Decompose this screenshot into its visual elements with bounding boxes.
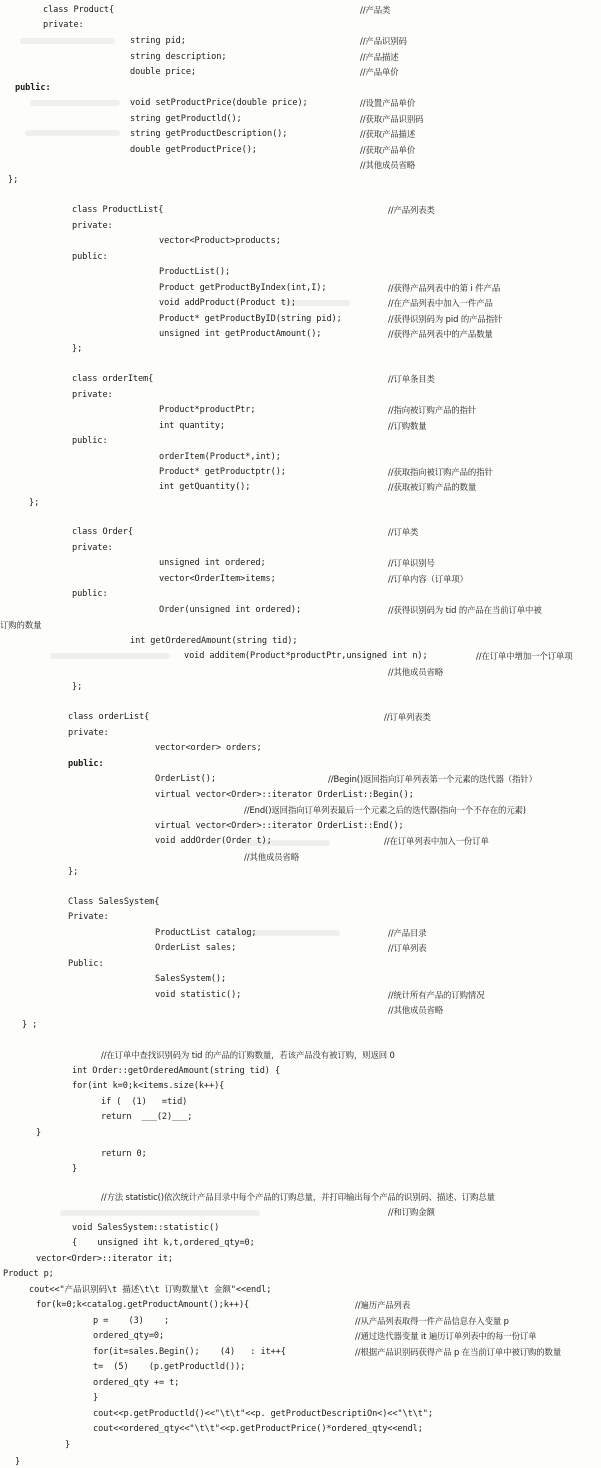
code-comment: //在订单中查找识别码为 tid 的产品的订购数量，若该产品没有被订购，则返回 0 <box>101 1050 395 1060</box>
code-comment: //在订单列表中加入一份订单 <box>384 836 489 846</box>
code-line: private: <box>72 390 113 400</box>
code-line: class orderItem{ <box>72 374 154 384</box>
code-comment: //订单类 <box>388 527 419 537</box>
code-line: class ProductList{ <box>72 205 164 215</box>
code-comment: //设置产品单价 <box>360 98 416 108</box>
code-line: private: <box>43 20 84 30</box>
code-comment: //订购数量 <box>388 421 427 431</box>
code-comment: //遍历产品列表 <box>355 1300 411 1310</box>
code-comment: //产品目录 <box>388 928 427 938</box>
code-line: public: <box>15 83 51 93</box>
code-line: private: <box>72 221 113 231</box>
code-line: int getQuantity(); <box>159 482 251 492</box>
code-line: void additem(Product*productPtr,unsigned int n); <box>184 651 428 661</box>
code-line: public: <box>68 759 104 769</box>
code-comment: //获得产品列表中的产品数量 <box>388 329 493 339</box>
code-line: { unsigned iht k,t,ordered_qty=0; <box>72 1238 255 1248</box>
code-comment: //在产品列表中加入一件产品 <box>388 298 493 308</box>
code-line: void statistic(); <box>155 990 242 1000</box>
code-line: } ; <box>22 1020 38 1030</box>
code-line: void addProduct(Product t); <box>159 298 296 308</box>
scan-noise <box>60 1210 260 1216</box>
code-line: ProductList catalog; <box>155 928 257 938</box>
code-line: Private: <box>68 912 109 922</box>
code-line: return 0; <box>101 1149 147 1159</box>
code-comment: //获取产品识别码 <box>360 114 424 124</box>
code-line: if ( (1) =tid) <box>101 1097 188 1107</box>
code-line: string getProductDescription(); <box>130 129 288 139</box>
code-comment: //订单列表 <box>388 943 427 953</box>
code-comment: 订购的数量 <box>0 620 42 630</box>
code-line: double price; <box>130 67 196 77</box>
code-line: string description; <box>130 52 227 62</box>
code-comment: //订单识别号 <box>388 558 435 568</box>
code-comment: //和订购金额 <box>388 1207 435 1217</box>
code-line: ProductList(); <box>159 267 231 277</box>
code-comment: //订单内容（订单项） <box>388 574 468 584</box>
code-comment: //产品类 <box>360 5 391 15</box>
code-line: vector<OrderItem>items; <box>159 574 276 584</box>
code-comment: //通过迭代器变量 it 遍历订单列表中的每一份订单 <box>355 1331 537 1341</box>
code-line: ordered_qty=0; <box>93 1331 165 1341</box>
code-line: }; <box>72 344 83 354</box>
code-line: } <box>93 1393 99 1403</box>
scan-noise <box>25 130 120 136</box>
code-line: vector<order> orders; <box>155 743 262 753</box>
code-line: void SalesSystem::statistic() <box>72 1223 220 1233</box>
code-line: SalesSystem(); <box>155 974 227 984</box>
code-line: Product* getProductByID(string pid); <box>159 314 342 324</box>
code-comment: //Begin()返回指向订单列表第一个元素的迭代器（指针） <box>328 774 537 784</box>
code-line: p = (3) ; <box>93 1316 170 1326</box>
code-line: } <box>36 1128 42 1138</box>
code-line: Product getProductByIndex(int,I); <box>159 283 327 293</box>
code-line: class Order{ <box>72 527 133 537</box>
code-comment: //统计所有产品的订购情况 <box>388 990 485 1000</box>
code-line: return ___(2)___; <box>101 1112 193 1122</box>
code-line: private: <box>72 543 113 553</box>
code-line: public: <box>72 589 108 599</box>
code-line: orderItem(Product*,int); <box>159 452 281 462</box>
code-comment: //其他成员省略 <box>360 160 416 170</box>
code-line: void addOrder(Order t); <box>155 836 272 846</box>
code-comment: //获得识别码为 pid 的产品指针 <box>388 314 503 324</box>
code-line: }; <box>29 498 40 508</box>
code-comment: //获取指向被订购产品的指针 <box>388 467 493 477</box>
code-line: cout<<ordered_qty<<"\t\t"<<p.getProductPrice()*ordered_qty<<endl; <box>93 1424 423 1434</box>
code-comment: //在订单中增加一个订单项 <box>476 651 573 661</box>
code-comment: //其他成员省略 <box>388 1005 444 1015</box>
code-line: }; <box>68 867 79 877</box>
code-comment: //获取被订购产品的数量 <box>388 482 477 492</box>
code-line: int quantity; <box>159 421 225 431</box>
code-line: vector<Product>products; <box>159 236 281 246</box>
code-comment: //获取产品单价 <box>360 145 416 155</box>
code-comment: //获得产品列表中的第 i 件产品 <box>388 283 501 293</box>
code-comment: //从产品列表取得一件产品信息存入变量 p <box>355 1316 509 1326</box>
code-line: for(k=0;k<catalog.getProductAmount();k++){ <box>36 1300 250 1310</box>
code-comment: //订单条目类 <box>388 374 435 384</box>
code-line: OrderList(); <box>155 774 216 784</box>
code-comment: //订单列表类 <box>384 712 431 722</box>
code-line: unsigned int ordered; <box>159 558 266 568</box>
code-line: public: <box>72 252 108 262</box>
code-line: public: <box>72 436 108 446</box>
code-line: int Order::getOrderedAmount(string tid) { <box>72 1066 281 1076</box>
code-comment: //其他成员省略 <box>388 667 444 677</box>
code-line: Product*productPtr; <box>159 405 256 415</box>
code-line: OrderList sales; <box>155 943 237 953</box>
code-line: void setProductPrice(double price); <box>130 98 308 108</box>
code-comment: //产品描述 <box>360 52 399 62</box>
code-comment: //其他成员省略 <box>244 852 300 862</box>
scan-noise <box>50 653 170 659</box>
code-comment: //产品列表类 <box>388 205 435 215</box>
code-line: } <box>15 1457 21 1467</box>
code-line: class Product{ <box>43 5 115 15</box>
code-line: Order(unsigned int ordered); <box>159 605 302 615</box>
code-line: class orderList{ <box>68 712 150 722</box>
scan-noise <box>30 100 120 106</box>
code-line: virtual vector<Order>::iterator OrderList::Begin(); <box>155 790 414 800</box>
code-line: Product p; <box>3 1269 54 1279</box>
code-comment: //获取产品描述 <box>360 129 416 139</box>
code-line: Class SalesSystem{ <box>68 897 160 907</box>
code-comment: //根据产品识别码获得产品 p 在当前订单中被订购的数量 <box>355 1347 562 1357</box>
code-line: }; <box>72 682 83 692</box>
code-comment: //方法 statistic()依次统计产品目录中每个产品的订购总量，并打印输出每个产品的识别码、描述、订购总量 <box>101 1192 495 1202</box>
code-line: string pid; <box>130 36 186 46</box>
code-line: for(it=sales.Begin(); (4) : it++{ <box>93 1347 286 1357</box>
code-line: Product* getProductptr(); <box>159 467 286 477</box>
code-line: string getProductld(); <box>130 114 242 124</box>
code-line: vector<Order>::iterator it; <box>36 1254 173 1264</box>
code-line: int getOrderedAmount(string tid); <box>130 636 298 646</box>
code-line: } <box>72 1164 78 1174</box>
code-line: ordered_qty += t; <box>93 1378 180 1388</box>
code-line: for(int k=0;k<items.size(k++){ <box>72 1081 225 1091</box>
code-line: } <box>65 1440 71 1450</box>
code-comment: //指向被订购产品的指针 <box>388 405 477 415</box>
scan-noise <box>20 38 115 44</box>
code-line: cout<<p.getProductld()<<"\t\t"<<p. getProductDescriptiOn<)<<"\t\t"; <box>93 1409 433 1419</box>
code-comment: //产品识别码 <box>360 36 407 46</box>
code-line: Public: <box>68 959 104 969</box>
code-comment: //获得识别码为 tid 的产品在当前订单中被 <box>388 605 542 615</box>
code-comment: //End()返回指向订单列表最后一个元素之后的迭代器(指向一个不存在的元素) <box>244 805 526 815</box>
code-line: cout<<"产品识别码\t 描述\t\t 订购数量\t 金额"<<endl; <box>29 1285 272 1295</box>
code-comment: //产品单价 <box>360 67 399 77</box>
code-line: virtual vector<Order>::iterator OrderList::End(); <box>155 821 404 831</box>
code-line: t= (5) (p.getProductld()); <box>93 1362 246 1372</box>
code-line: private: <box>68 728 109 738</box>
code-line: unsigned int getProductAmount(); <box>159 329 322 339</box>
code-line: }; <box>8 175 19 185</box>
code-line: double getProductPrice(); <box>130 145 257 155</box>
